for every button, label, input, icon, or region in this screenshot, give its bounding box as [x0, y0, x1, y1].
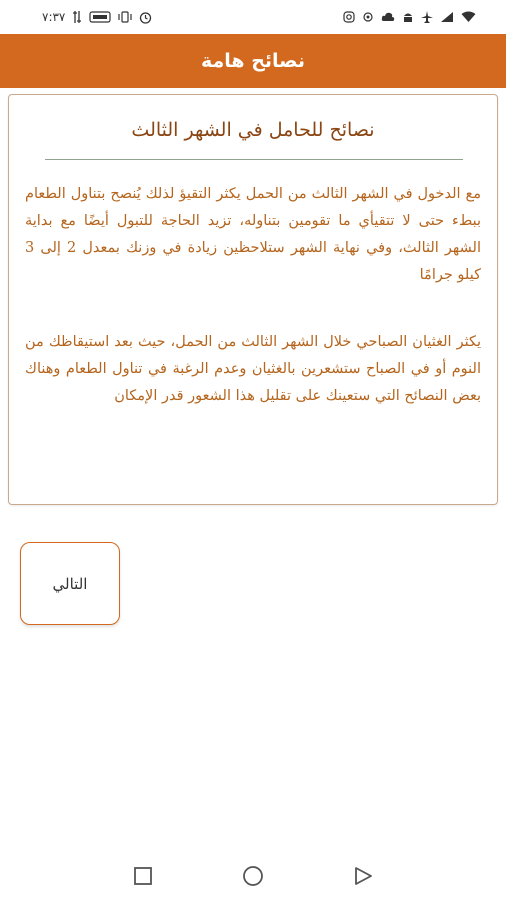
data-saver-icon: [89, 11, 111, 23]
tips-card: [8, 94, 498, 505]
app-title: نصائح هامة: [200, 50, 306, 72]
card-divider: [45, 159, 463, 160]
status-bar: [0, 0, 506, 34]
status-time: ٧:٣٧: [42, 10, 66, 24]
wifi-icon: [461, 11, 476, 23]
next-button-label: التالي: [52, 574, 88, 593]
cloud-icon: [381, 12, 395, 22]
app-bar: [0, 34, 506, 88]
back-triangle-icon[interactable]: [343, 856, 383, 896]
airplane-icon: [421, 11, 433, 23]
status-right: [343, 11, 476, 23]
vibrate-icon: [118, 11, 132, 23]
instagram-icon: [343, 11, 355, 23]
signal-icon: [440, 11, 454, 23]
next-button[interactable]: [20, 542, 120, 625]
card-title: نصائح للحامل في الشهر الثالث: [131, 119, 375, 141]
alarm-icon: [139, 11, 152, 24]
tip-paragraph-2: يكثر الغثيان الصباحي خلال الشهر الثالث من الحمل، حيث بعد استيقاظك من النوم أو في الصباح ستشعرين بالغثيان وعدم الرغبة في تناول الطعام وهناك بعض النصائح التي ستعينك على تقليل هذا الشعور قدر الإمكان: [25, 334, 481, 404]
system-nav-bar: [0, 852, 506, 900]
gps-icon: [362, 11, 374, 23]
android-icon: [402, 11, 414, 23]
home-circle-icon[interactable]: [233, 856, 273, 896]
status-left: [42, 10, 152, 24]
tip-paragraph-1: مع الدخول في الشهر الثالث من الحمل يكثر التقيؤ لذلك يُنصح بتناول الطعام ببطء حتى لا تتقيأي ما تقومين بتناوله، تزيد الحاجة للتبول أيضًا مع بداية الشهر الثالث، وفي نهاية الشهر ستلاحظين زيادة في وزنك بمعدل 2 إلى 3 كيلو جرامًا: [25, 186, 481, 283]
recents-square-icon[interactable]: [123, 856, 163, 896]
sim-signal-icon: [72, 11, 82, 23]
